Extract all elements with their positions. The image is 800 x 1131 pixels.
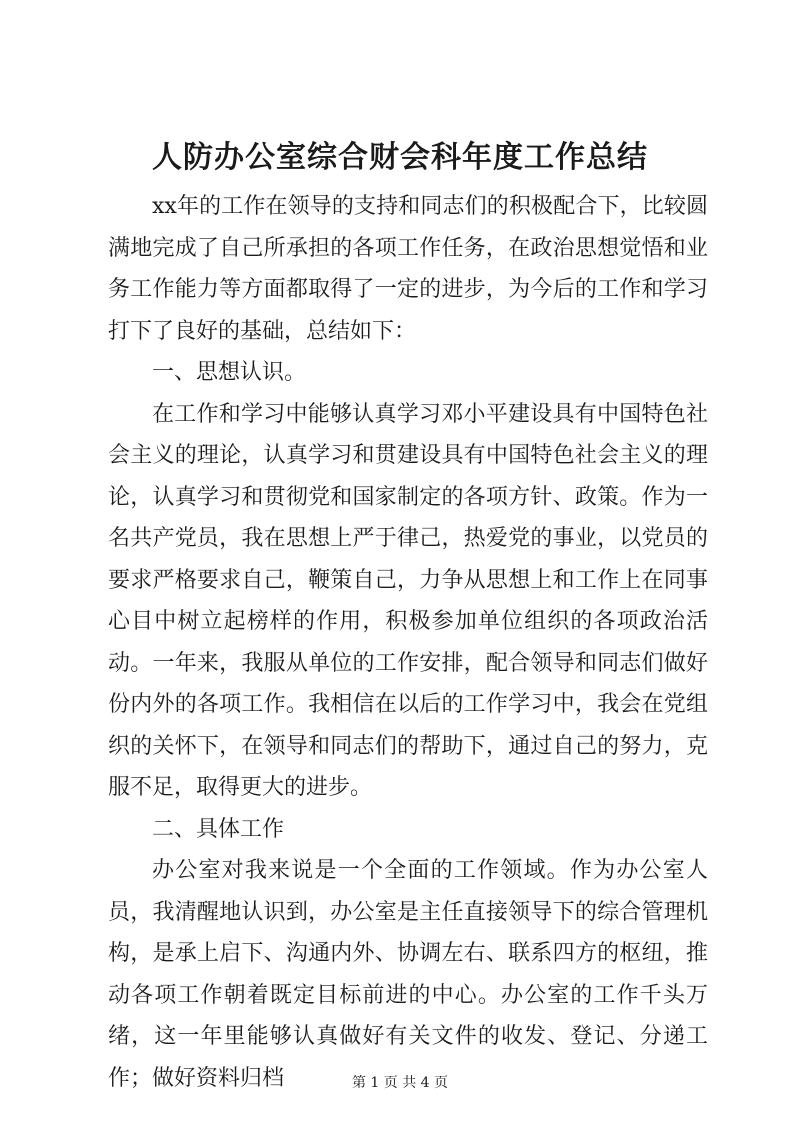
page-number-footer: 第 1 页 共 4 页 — [351, 1075, 449, 1091]
section-heading-thinking: 一、思想认识。 — [152, 360, 307, 385]
document-title: 人防办公室综合财会科年度工作总结 — [152, 140, 648, 175]
intro-paragraph: xx年的工作在领导的支持和同志们的积极配合下，比较圆满地完成了自己所承担的各项工作任务，在政治思想觉悟和业务工作能力等方面都取得了一定的进步，为今后的工作和学习打下了良好的基础，总结如下： — [108, 194, 708, 344]
thinking-paragraph: 在工作和学习中能够认真学习邓小平建设具有中国特色社会主义的理论，认真学习和贯建设具有中国特色社会主义的理论，认真学习和贯彻党和国家制定的各项方针、政策。作为一名共产党员，我在思想上严于律己，热爱党的事业，以党员的要求严格要求自己，鞭策自己，力争从思想上和工作上在同事心目中树立起榜样的作用，积极参加单位组织的各项政治活动。一年来，我服从单位的工作安排，配合领导和同志们做好份内外的各项工作。我相信在以后的工作学习中，我会在党组织的关怀下，在领导和同志们的帮助下，通过自己的努力，克服不足，取得更大的进步。 — [108, 401, 708, 800]
work-paragraph: 办公室对我来说是一个全面的工作领域。作为办公室人员，我清醒地认识到，办公室是主任直接领导下的综合管理机构，是承上启下、沟通内外、协调左右、联系四方的枢纽，推动各项工作朝着既定目标前进的中心。办公室的工作千头万绪，这一年里能够认真做好有关文件的收发、登记、分递工作；做好资料归档 — [108, 858, 708, 1091]
document-body — [108, 186, 708, 1099]
section-heading-work: 二、具体工作 — [152, 816, 285, 842]
